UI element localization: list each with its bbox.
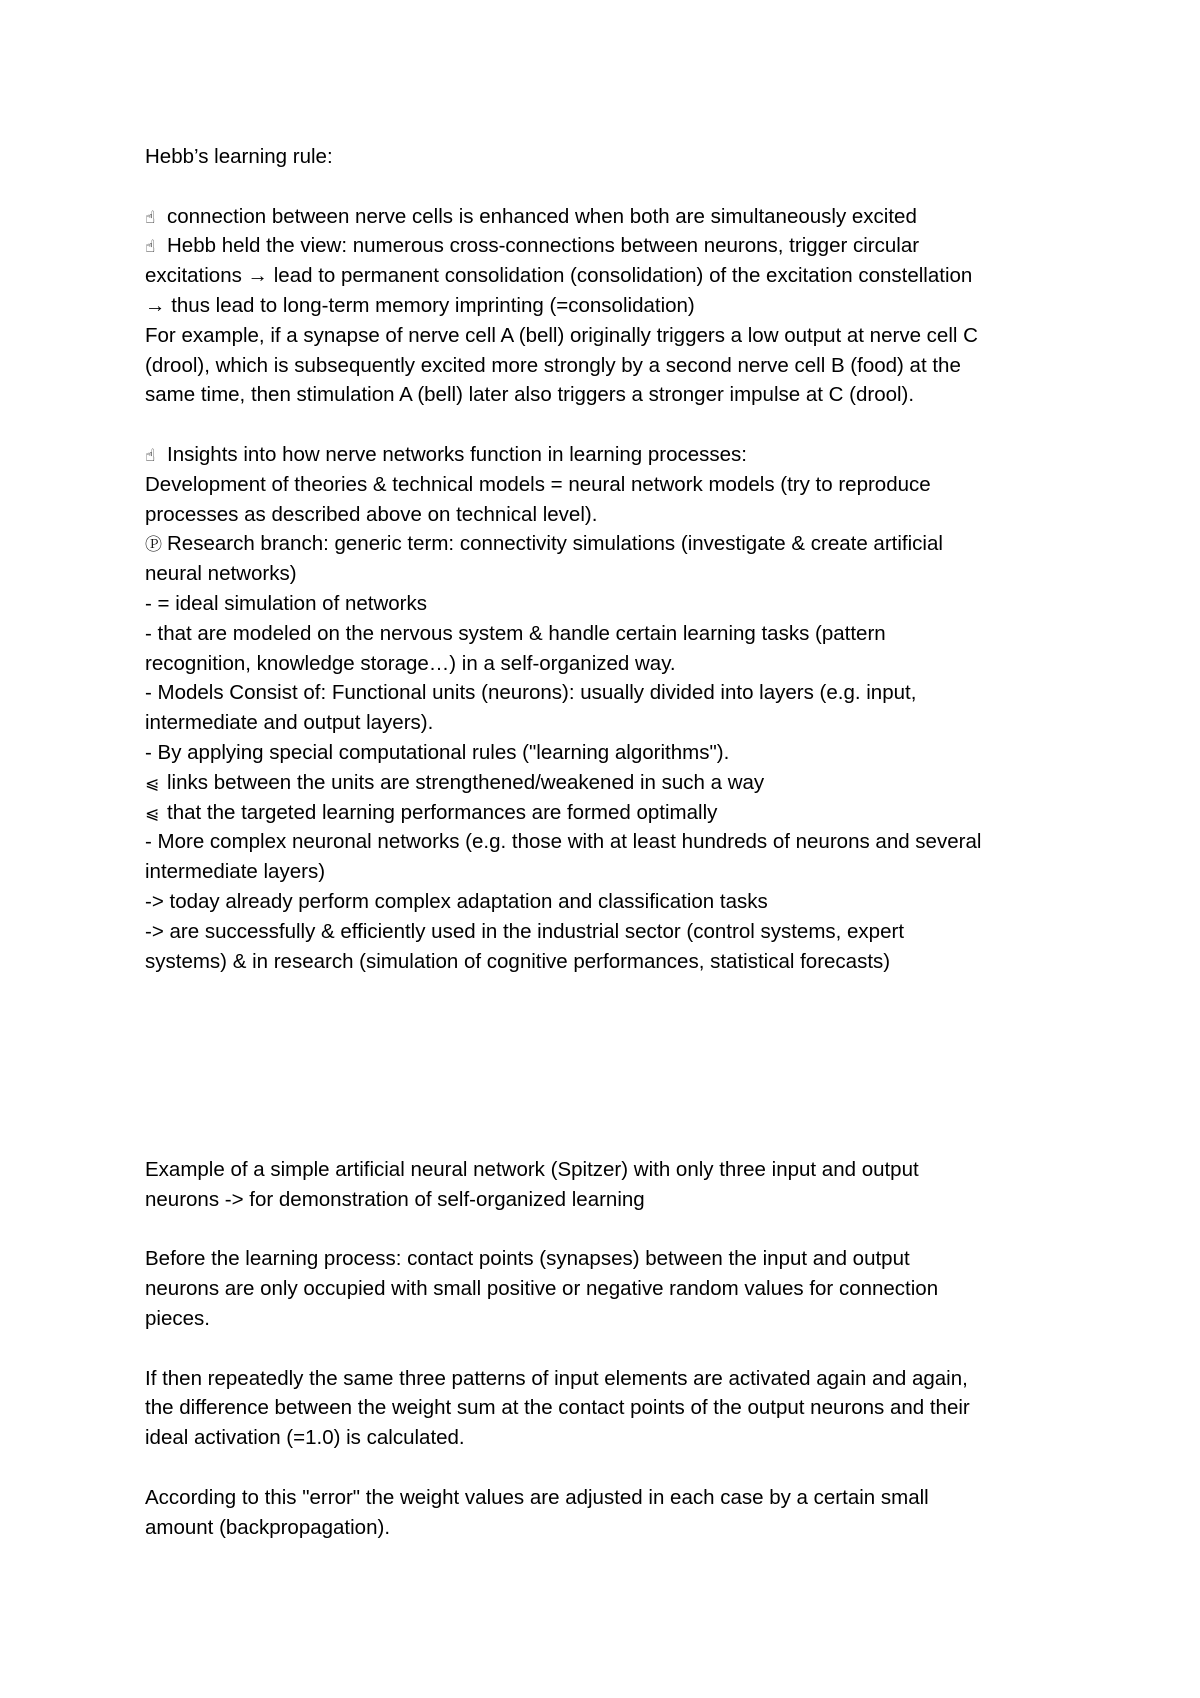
line-text: Development of theories & technical models = neural network models (try to reproduce [145, 472, 931, 496]
line-text: Hebb held the view: numerous cross-connections between neurons, trigger circular [167, 234, 920, 258]
paragraph-line: amount (backpropagation). [145, 1515, 391, 1539]
network-example-section [145, 1155, 1085, 1542]
text-line [145, 559, 1085, 589]
spacer [145, 410, 1085, 440]
text-line [145, 619, 1085, 649]
spacer [145, 1453, 1085, 1483]
line-text: -> are successfully & efficiently used in the industrial sector (control systems, expert [145, 919, 905, 943]
spacer [145, 1215, 1085, 1245]
line-text: - More complex neuronal networks (e.g. those with at least hundreds of neurons and several [145, 830, 982, 854]
text-line [145, 231, 1085, 261]
text-line [145, 291, 1085, 321]
line-text: intermediate layers) [145, 860, 326, 884]
text-line [145, 529, 1085, 559]
line-text: connection between nerve cells is enhanced when both are simultaneously excited [167, 204, 917, 228]
text-line [145, 649, 1085, 679]
line-text: that the targeted learning performances are formed optimally [167, 800, 718, 824]
paragraph-line: neurons -> for demonstration of self-organized learning [145, 1187, 645, 1211]
text-line [145, 798, 1085, 828]
section-heading: Hebb’s learning rule: [145, 145, 333, 168]
line-text: excitations → lead to permanent consolidation (consolidation) of the excitation constellation [145, 264, 973, 288]
paragraph-line: ideal activation (=1.0) is calculated. [145, 1426, 465, 1450]
spacer [145, 172, 1085, 202]
text-line [145, 768, 1085, 798]
text-line [145, 887, 1085, 917]
hand-icon: ☝ [145, 445, 156, 465]
text-line [145, 678, 1085, 708]
text-line [145, 440, 1085, 470]
text-line [145, 917, 1085, 947]
arrow-bullet-icon: ⩿ [145, 773, 160, 793]
line-text: Insights into how nerve networks function in learning processes: [167, 442, 748, 466]
line-text: (drool), which is subsequently excited more strongly by a second nerve cell B (food) at the [145, 353, 961, 377]
text-line [145, 470, 1085, 500]
hand-icon: ☝ [145, 207, 156, 227]
text-line [145, 261, 1085, 291]
paragraph-line: pieces. [145, 1306, 210, 1330]
line-text: processes as described above on technical level). [145, 502, 598, 526]
text-line [145, 708, 1085, 738]
line-text: links between the units are strengthened/weakened in such a way [167, 770, 765, 794]
paragraph-line: If then repeatedly the same three patterns of input elements are activated again and again, [145, 1366, 968, 1390]
insights-lines [145, 440, 1085, 976]
text-line [145, 738, 1085, 768]
text-line [145, 827, 1085, 857]
circled-p-icon: Ⓟ [145, 535, 162, 555]
text-line [145, 380, 1085, 410]
paragraph-line: the difference between the weight sum at the contact points of the output neurons and their [145, 1396, 970, 1420]
text-line [145, 857, 1085, 887]
hebb-rule-lines [145, 202, 1085, 411]
document-body [145, 142, 1085, 976]
line-text: same time, then stimulation A (bell) later also triggers a stronger impulse at C (drool). [145, 383, 915, 407]
paragraph-line: Example of a simple artificial neural network (Spitzer) with only three input and output [145, 1158, 919, 1181]
line-text: recognition, knowledge storage…) in a self-organized way. [145, 651, 676, 675]
line-text: - that are modeled on the nervous system & handle certain learning tasks (pattern [145, 621, 886, 645]
hand-icon: ☝ [145, 237, 156, 257]
text-line [145, 351, 1085, 381]
line-text: neural networks) [145, 562, 297, 586]
line-text: Research branch: generic term: connectivity simulations (investigate & create artificial [167, 532, 943, 556]
line-text: For example, if a synapse of nerve cell A (bell) originally triggers a low output at nerve cell C [145, 323, 978, 347]
line-text: - Models Consist of: Functional units (neurons): usually divided into layers (e.g. input, [145, 681, 917, 705]
paragraph-line: Before the learning process: contact points (synapses) between the input and output [145, 1247, 910, 1271]
line-text: - By applying special computational rules ("learning algorithms"). [145, 740, 730, 764]
paragraph-line: neurons are only occupied with small positive or negative random values for connection [145, 1277, 939, 1301]
text-line [145, 500, 1085, 530]
line-text: → thus lead to long-term memory imprinting (=consolidation) [145, 293, 695, 317]
text-line [145, 202, 1085, 232]
spacer [145, 1334, 1085, 1364]
text-line [145, 321, 1085, 351]
line-text: intermediate and output layers). [145, 711, 434, 735]
line-text: systems) & in research (simulation of cognitive performances, statistical forecasts) [145, 949, 891, 973]
line-text: - = ideal simulation of networks [145, 591, 428, 615]
text-line [145, 947, 1085, 977]
paragraph-line: According to this "error" the weight values are adjusted in each case by a certain small [145, 1485, 929, 1509]
arrow-bullet-icon: ⩿ [145, 803, 160, 823]
text-line [145, 589, 1085, 619]
line-text: -> today already perform complex adaptation and classification tasks [145, 889, 768, 913]
